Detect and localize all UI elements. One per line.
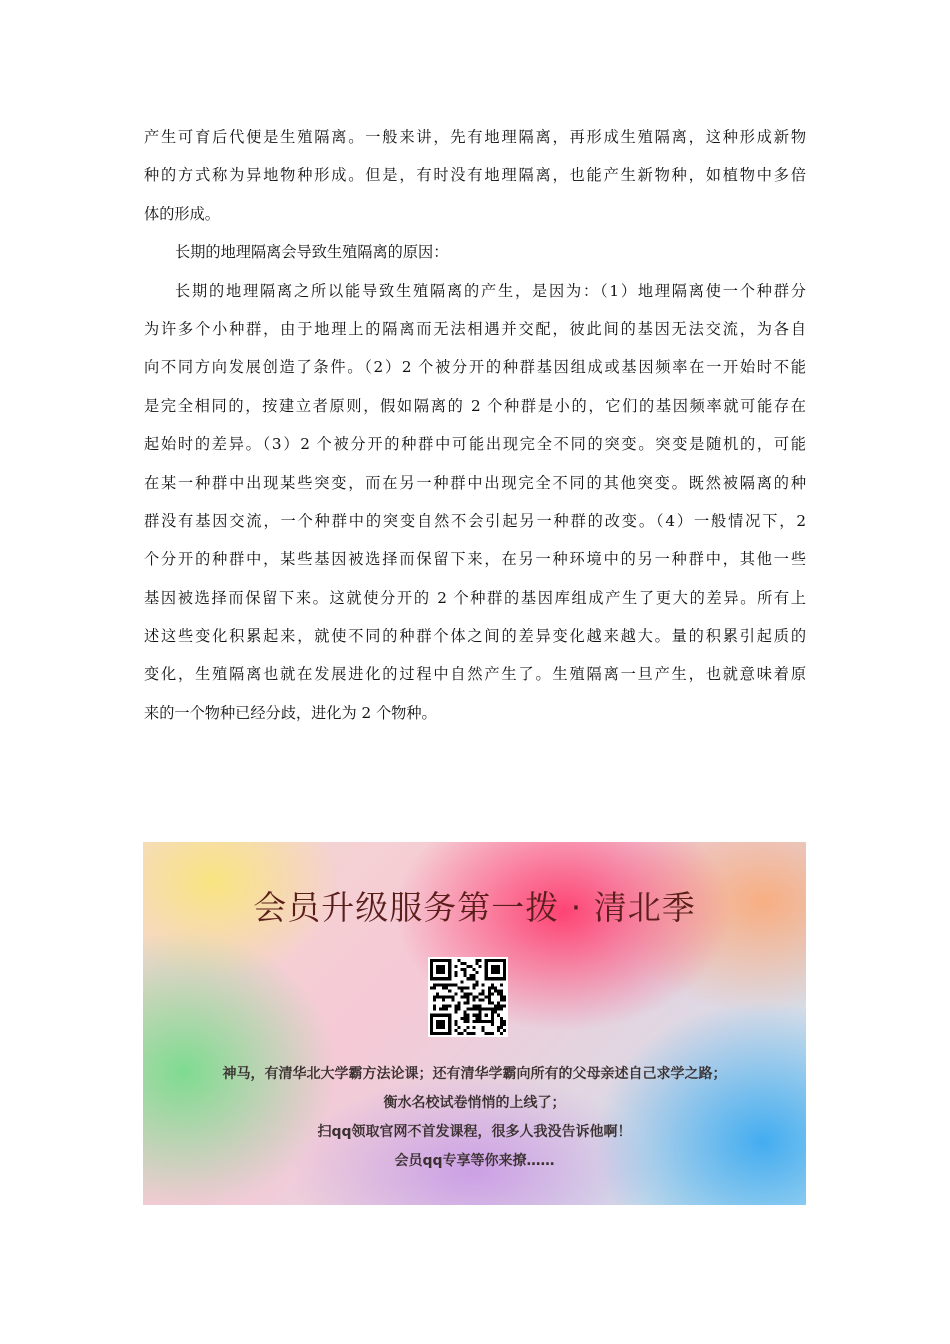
promo-banner[interactable]	[143, 842, 806, 1205]
text-line: 产生可育后代便是生殖隔离。一般来讲，先有地理隔离，再形成生殖隔离，这种形成新物	[144, 128, 806, 146]
text-line: 体的形成。	[144, 204, 220, 223]
banner-title: 会员升级服务第一拨 · 清北季	[253, 888, 696, 927]
text-line: 来的一个物种已经分歧，进化为 2 个物种。	[144, 703, 437, 722]
section-heading: 长期的地理隔离会导致生殖隔离的原因：	[175, 243, 449, 262]
text-line: 长期的地理隔离之所以能导致生殖隔离的产生，是因为：（1）地理隔离使一个种群分	[175, 281, 806, 300]
banner-line: 神马，有清华北大学霸方法论课；还有清华学霸向所有的父母亲述自己求学之路；	[222, 1066, 727, 1082]
text-line: 种的方式称为异地物种形成。但是，有时没有地理隔离，也能产生新物种，如植物中多倍	[144, 166, 806, 185]
text-line: 向不同方向发展创造了条件。（2）2 个被分开的种群基因组成或基因频率在一开始时不能	[144, 358, 806, 377]
banner-text	[143, 1060, 806, 1176]
text-line: 在某一种群中出现某些突变，而在另一种群中出现完全不同的其他突变。既然被隔离的种	[144, 473, 806, 492]
text-line: 群没有基因交流，一个种群中的突变自然不会引起另一种群的改变。（4）一般情况下，2	[144, 511, 806, 530]
banner-line: 衡水名校试卷悄悄的上线了；	[383, 1095, 566, 1111]
banner-line: 扫qq领取官网不首发课程，很多人我没告诉他啊！	[317, 1124, 632, 1140]
banner-line: 会员qq专享等你来撩……	[394, 1153, 555, 1169]
text-line: 变化，生殖隔离也就在发展进化的过程中自然产生了。生殖隔离一旦产生，也就意味着原	[144, 665, 806, 684]
text-line: 个分开的种群中，某些基因被选择而保留下来，在另一种环境中的另一种群中，其他一些	[144, 550, 806, 569]
text-line: 基因被选择而保留下来。这就使分开的 2 个种群的基因库组成产生了更大的差异。所有上	[144, 588, 806, 607]
text-line: 是完全相同的，按建立者原则，假如隔离的 2 个种群是小的，它们的基因频率就可能存在	[144, 396, 806, 415]
text-line: 起始时的差异。（3）2 个被分开的种群中可能出现完全不同的突变。突变是随机的，可能	[144, 435, 806, 454]
article-text	[144, 118, 806, 732]
qr-code-icon[interactable]	[428, 957, 508, 1037]
text-line: 述这些变化积累起来，就使不同的种群个体之间的差异变化越来越大。量的积累引起质的	[144, 627, 806, 646]
text-line: 为许多个小种群，由于地理上的隔离而无法相遇并交配，彼此间的基因无法交流，为各自	[144, 319, 806, 338]
